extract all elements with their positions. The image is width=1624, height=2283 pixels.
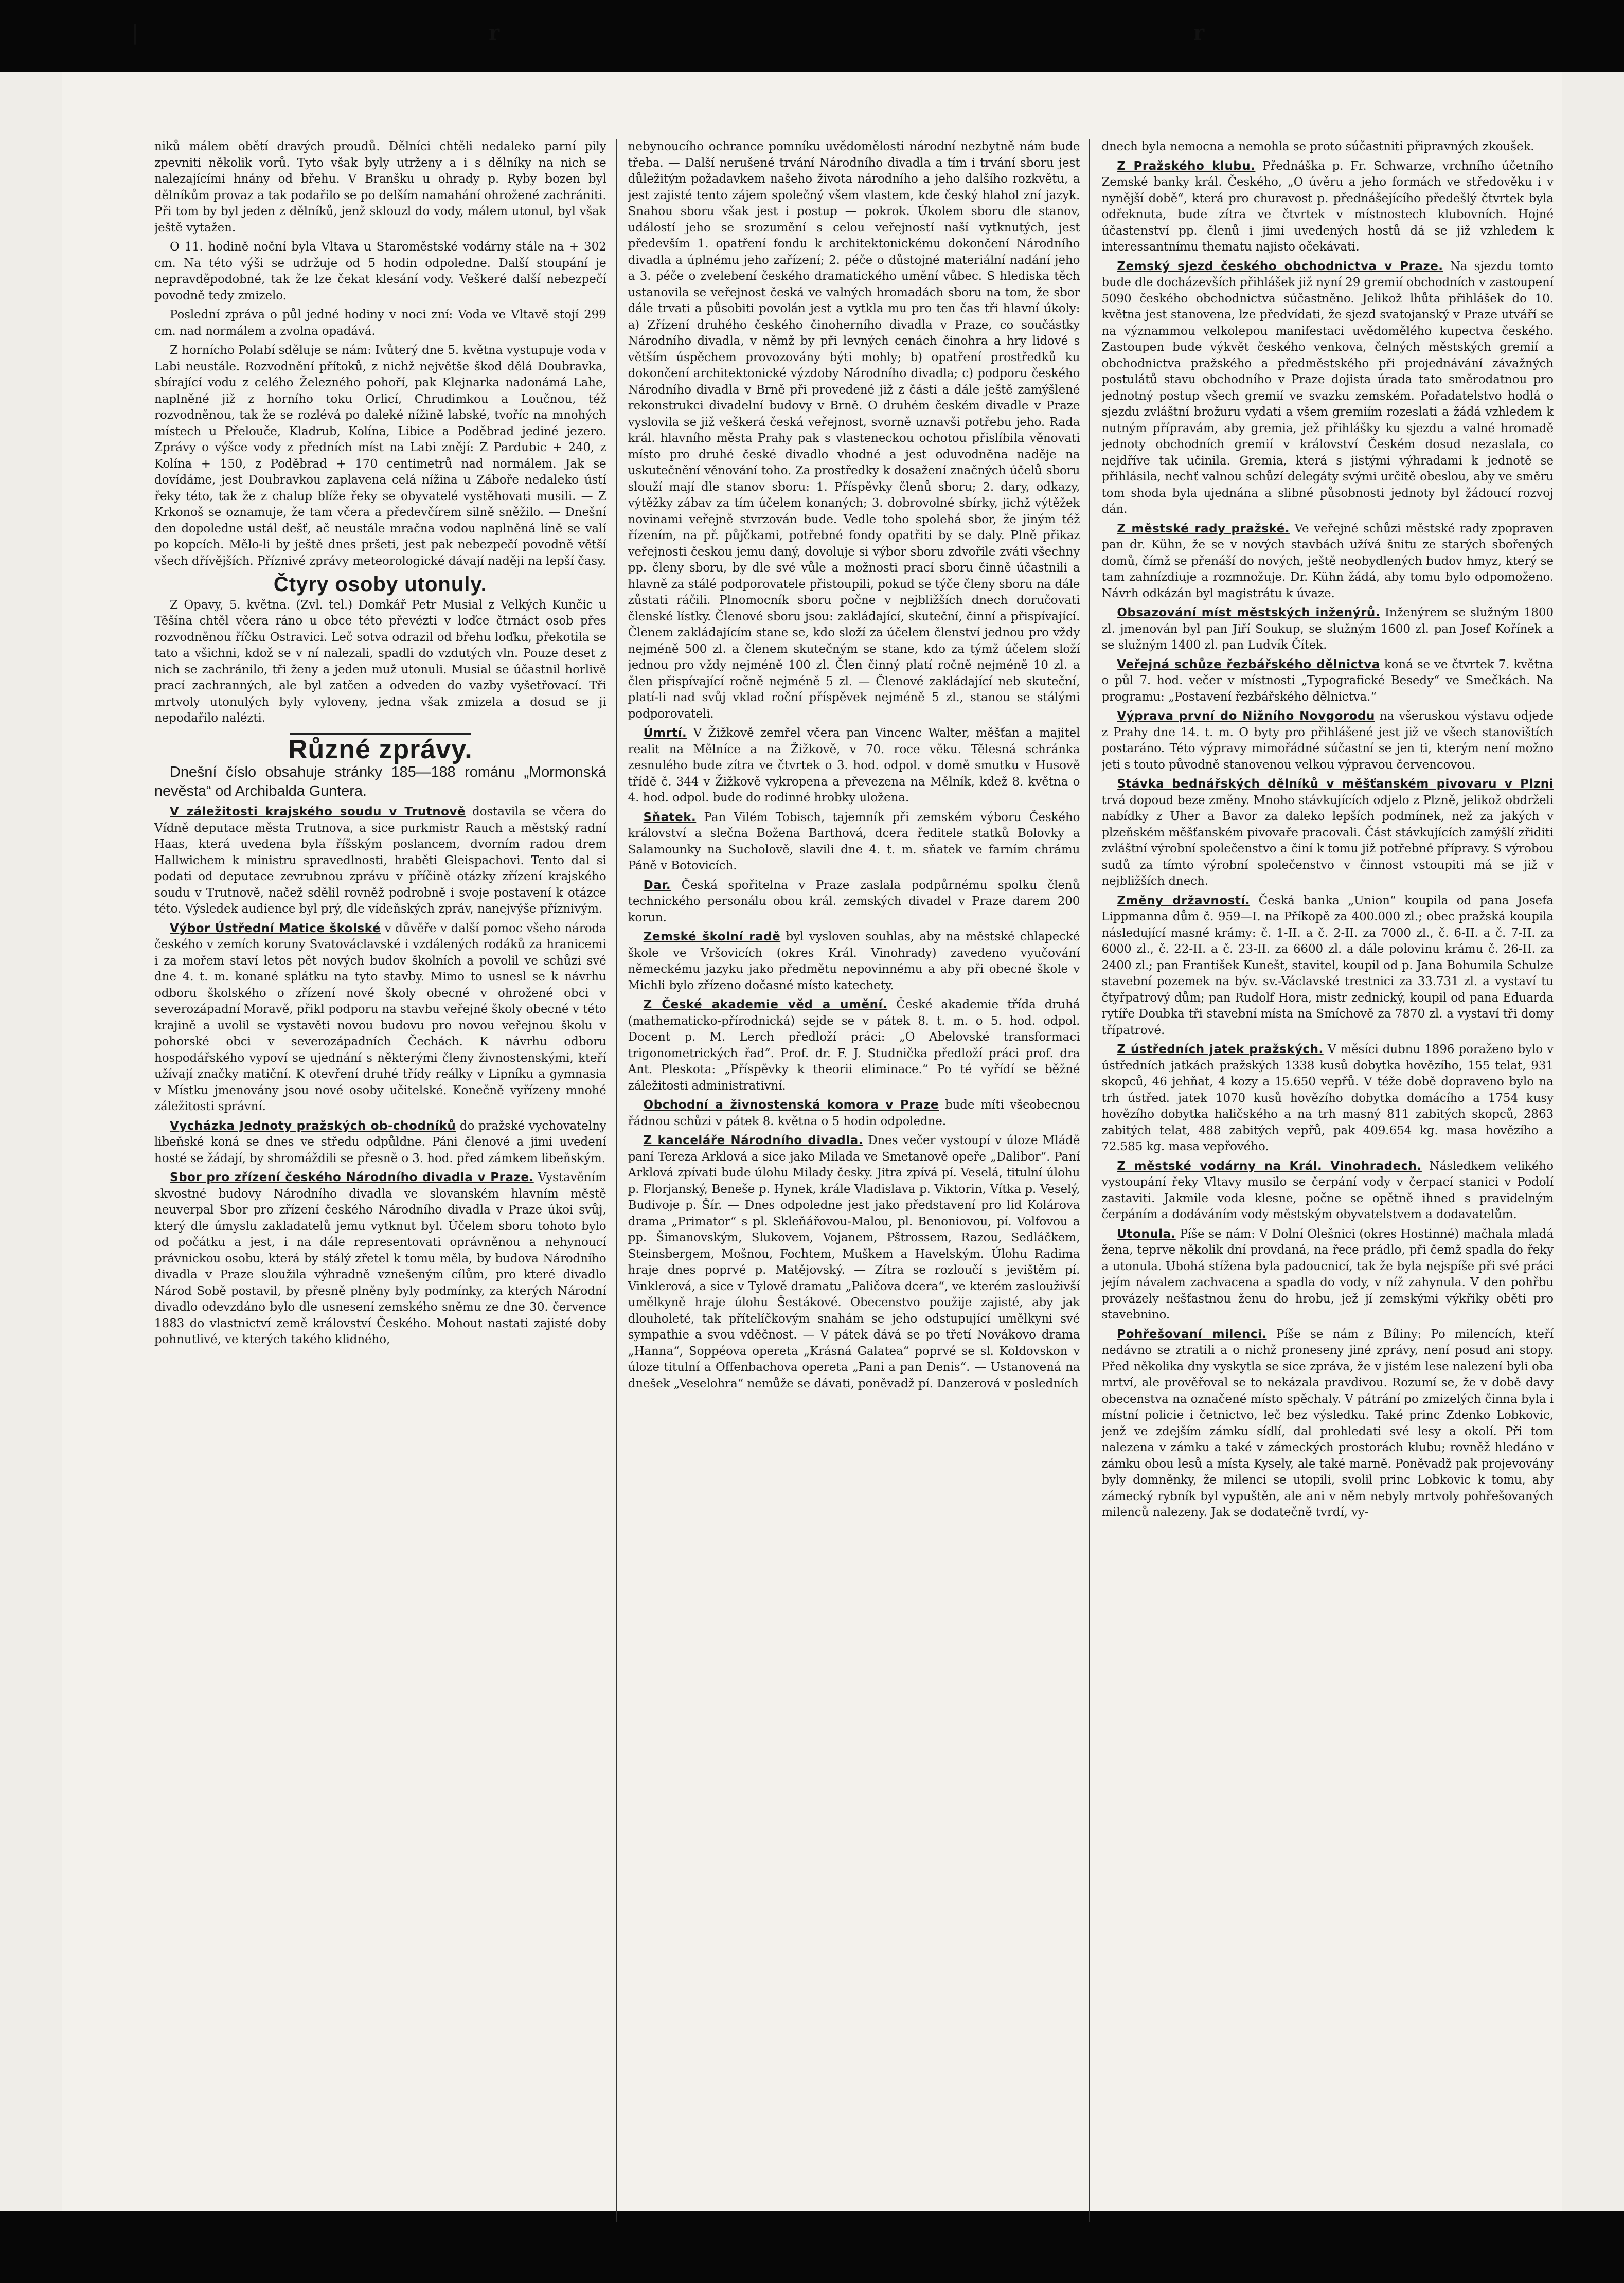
news-item <box>1101 1158 1554 1223</box>
news-item-title: Sbor pro zřízení českého Národního divadla v Praze. <box>170 1171 534 1184</box>
news-item-text: Píše se nám z Bíliny: Po milencích, kteří nedávno se ztratili a o nichž proneseny jiné zprávy, není posud ani stopy. Před několika dny vyskytla se sice zpráva, že v jistém lese nalezení byli oba mrtví, ale prověřoval se to nekázala pravdivou. Rozumí se, že v době davy obecenstva na označené místo spěchaly. V pátrání po zmizelých činna byla i místní policie i četnictvo, leč bez výsledku. Také princ Zdenko Lobkovic, jenž ve zdejším zámku sídlí, dal prohledati své lesy a okolí. Při tom nalezena v zámku a také v zámeckých prostorách klubu; rovněž hledáno v zámku obou lesů a místa Kysely, ale také marně. Poněvadž pak projevovány byly domněnky, že milenci se utopili, svolil princ Lobkovic k tomu, aby zámecký rybník byl vypuštěn, ale ani v něm nebyly mrtvoly pohřešovaných milenců nalezeny. Jak se dodatečně tvrdí, vy- <box>1101 1327 1554 1519</box>
column-1 <box>154 139 617 2222</box>
article-paragraph: Z hornícho Polabí sděluje se nám: Ivůterý dne 5. května vystupuje voda v Labi neustále. Rozvodnění přítoků, z nichž největše škod dělá Doubravka, sbírající vodu z celého Železného pohoří, pak Klejnarka nadonámá Lahe, naplněné již z horního toku Orlicí, Chrudimkou a Loučnou, též rozvodněnou, tak že se rozlévá po daleké nížině labské, tvoříc na mnohých místech u Přelouče, Kladrub, Kolína, Libice a Poděbrad jediné jezero. Zprávy o výšce vody z předních míst na Labi znějí: Z Pardubic + 240, z Kolína + 150, z Poděbrad + 170 centimetrů nad normálem. Jak se dovídáme, jest Doubravkou zaplavena celá nížina u Záboře nedaleko ústí řeky této, tak že z chalup blíže řeky se obyvatelé vystěhovati musili. — Z Krkonoš se oznamuje, že tam včera a předevčírem silně sněžilo. — Dnešní den dopoledne ustál dešť, ač neustále mračna vodou naplněná líně se valí po kopcích. Mělo-li by ještě dnes pršeti, jest pak nebezpečí povodně větší všech dřívějších. Příznivé zprávy meteorologické dávají naději na lepší časy. <box>154 344 606 568</box>
news-item-title: Utonula. <box>1117 1227 1176 1241</box>
news-item <box>628 725 1080 807</box>
news-item-text: do pražské vychovatelny libeňské koná se dnes ve středu odpůldne. Páni členové a jimi uvedení hosté se žádají, by shromáždili se přesně o 3. hod. před zámkem libeňským. <box>154 1119 606 1165</box>
left-margin <box>0 72 62 2211</box>
news-item <box>1101 605 1554 654</box>
news-item-title: V záležitosti krajského soudu v Trutnově <box>170 805 466 818</box>
news-item-title: Z městské vodárny na Král. Vinohradech. <box>1117 1159 1422 1173</box>
news-item <box>154 804 606 918</box>
article-paragraph: Poslední zpráva o půl jedné hodiny v noci zní: Voda ve Vltavě stojí 299 cm. nad normálem a zvolna opadává. <box>154 308 606 338</box>
news-item-title: Pohřešovaní milenci. <box>1117 1327 1267 1341</box>
news-item-title: Dar. <box>643 878 671 892</box>
news-item-title: Změny državností. <box>1117 894 1251 907</box>
news-item-text: V Žižkově zemřel včera pan Vincenc Walter, měšťan a majitel realit na Mělníce a na Žižkově, v 70. roce věku. Tělesná schránka zesnulého bude zítra ve čtvrtek o 3. hod. odpol. v domě smutku v Husově třídě č. 344 v Žižkově vykropena a převezena na Mělník, kdež 8. května o 4. hod. odpol. bude do rodinné hrobky uložena. <box>628 726 1080 805</box>
page-mark: r <box>1193 21 1205 45</box>
news-item-title: Z kanceláře Národního divadla. <box>643 1134 863 1147</box>
news-item-title: Z ústředních jatek pražských. <box>1117 1043 1324 1056</box>
news-item-title: Sňatek. <box>643 810 697 824</box>
news-item-text: dostavila se včera do Vídně deputace města Trutnova, a sice purkmistr Rauch a městský radní Haas, která uvedena byla říšským poslancem, dvorním radou drem Hallwichem k ministru spravedlnosti, hraběti Gleispachovi. Tento dal si podati od deputace zevrubnou zprávu v příčině otázky zřízení krajského soudu v Trutnově, načež sdělil rovněž podrobně i svoje postavení k otázce této. Výsledek audience byl prý, dle vídeňských zpráv, nanejvýše příznivým. <box>154 805 606 916</box>
news-item-text: Následkem velikého vystoupání řeky Vltavy musilo se čerpání vody v čerpací stanici v Podolí zastaviti. Jakmile voda klesne, počne se opětně ihned s pravidelným čerpáním a dodáváním vody městským obyvatelstvem a dodavatelům. <box>1101 1159 1554 1221</box>
news-item <box>628 878 1080 926</box>
news-item-text: V měsíci dubnu 1896 poraženo bylo v ústředních jatkách pražských 1338 kusů dobytka hovězího, 155 telat, 931 skopců, 46 jehňat, 4 kozy a 15.650 vepřů. V téže době dopraveno bylo na trh ústřed. jatek 1070 kusů hovězího dobytka domácího a 1754 kusy hovězího dobytka haličského a na trh masný 811 zabitých skopců, 2863 zabitých telat, 488 zabitých vepřů, pak 409.654 kg. masa hovězího a 72.585 kg. masa vepřového. <box>1101 1043 1554 1153</box>
news-item <box>1101 708 1554 773</box>
section-intro: Dnešní číslo obsahuje stránky 185—188 románu „Mormonská nevěsta“ od Archibalda Guntera. <box>154 764 606 799</box>
news-item <box>1101 1042 1554 1155</box>
news-item-title: Z městské rady pražské. <box>1117 522 1290 536</box>
news-item-title: Obchodní a živnostenská komora v Praze <box>643 1098 939 1112</box>
news-item <box>628 1097 1080 1130</box>
news-item <box>1101 893 1554 1039</box>
news-item-title: Vycházka Jednoty pražských ob-chodníků <box>170 1119 456 1133</box>
news-item-title: Veřejná schůze řezbářského dělnictva <box>1117 657 1380 671</box>
news-item-text: trvá dopoud beze změny. Mnoho stávkujících odjelo z Plzně, jelikož obdrželi nabídky z Uher a Bavor za daleko lepších podmínek, než za jakých v plzeňském měšťanském pivovaře pracovali. Část stávkujících zamýšlí zřiditi zvláštní výrobní společenstvo a činí k tomu již potřebné přípravy. S výrobou sudů za tímto výrobní společenstvo v činnost vstoupiti má se již v nejbližších dnech. <box>1101 793 1554 888</box>
page-mark: | <box>131 21 139 45</box>
news-item-text: Přednáška p. Fr. Schwarze, vrchního účetního Zemské banky král. Českého, „O úvěru a jeho formách ve středověku i v nynější době“, která pro churavost p. přednášejícího předešlý čtvrtek byla odřeknuta, bude zítra ve čtvrtek v místnostech klubovních. Hojné účastenství pp. členů i jimi uvedených hostů dá se již vzhledem k interessantnímu thematu najisto očekávati. <box>1101 159 1554 254</box>
article-paragraph: niků málem obětí dravých proudů. Dělníci chtěli nedaleko parní pily zpevniti několik vorů. Tyto však byly utrženy a i s dělníky na nich se nalezajícími hnány od břehu. V Branšku u ohrady p. Ryby bozen byl dělníkům provaz a tak podařilo se po delším namahání ohrožené zachrániti. Při tom by byl jeden z dělníků, jenž sklouzl do vody, málem utonul, byl však ještě vytažen. <box>154 140 606 235</box>
section-title: Různé zprávy. <box>288 734 473 764</box>
news-item-text: Pan Vilém Tobisch, tajemník při zemském výboru Českého království a slečna Božena Barthová, dcera ředitele statků Bolovky a Salamounky na Sucholově, slavili dne 4. t. m. sňatek ve farním chrámu Páně v Botovicích. <box>628 810 1080 872</box>
article-paragraph: nebynoucího ochrance pomníku uvědomělosti národní nezbytně nám bude třeba. — Další nerušené trvání Národního divadla a tím i trvání sboru jest důležitým požadavkem našeho života národního a jeho dalšího rozkvětu, a jest zajisté tento zájem společný všem vlastem, kde český hlahol zní jazyk. Snahou sboru však jest i postup — pokrok. Úkolem sboru dle stanov, událostí jeho se srozumění s celou veřejností naší vytknutých, jest především 1. opatření fondu k architektonickému dokončení Národního divadla a úplnému jeho zařízení; 2. péče o důstojné materiální nadání jeho a 3. péče o zvelebení českého dramatického umění vůbec. S hlediska těch ustanovila se veřejnost česká ve valných hromadách sboru na tom, že sbor dále trvati a působiti povolán jest a vytkla mu pro ten čas tři hlavní úkoly: a) Zřízení druhého českého činoherního divadla v Praze, co součástky Národního divadla, v němž by při levných cenách činohra a hry lidové s větším úspěchem provozovány býti mohly; b) opatření prostředků ku dokončení architektonické výzdoby Národního divadla; c) podporu českého Národního divadla v Brně při provedené již z části a dále ještě zamýšlené rekonstrukci divadelní budovy v Brně. O druhém českém divadle v Praze vyslovila se již veškerá česká veřejnost, svorně uznavši potřebu jeho. Rada král. hlavního města Prahy pak s vlasteneckou ochotou přislíbila věnovati místo pro druhé české divadlo vhodné a jest oduvodněna naděje na uskutečnění věnování toho. Za prostředky k dosažení značných účelů sboru slouží mají dle stanov sboru: 1. Příspěvky členů sboru; 2. dary, odkazy, výtěžky zábav za tím účelem konaných; 3. dobrovolné sbírky, jichž výtěžek novinami veřejně stvrzován bude. Vedle toho spolehá sbor, že jiným též řízením, na př. půjčkami, potřebné fondy opatřiti by se daly. Plně přikaz veřejnosti českou jemu daný, dovoluje si výbor sboru zdvořile zváti všechny pp. členy sboru, by dle své vůle a možnosti prací sboru činně účastnili a hlavně za stálé podporovatele přistoupili, pokud se týče členy sboru na dále zůstati ráčili. Plnomocník sboru počne v nejbližších dnech doručovati členské lístky. Členové sboru jsou: zakládající, skuteční, činní a přispívající. Členem zakládajícím stane se, kdo složí za účelem členství jednou pro vždy nejméně 500 zl. a členem skutečným se stane, kdo za týmž účelem složí jednou pro vždy nejméně 100 zl. Člen činný platí ročně nejméně 10 zl. a člen přispívající ročně nejméně 5 zl. — Členové zakládající neb skuteční, platí-li nad svůj vklad roční příspěvek nejméně 5 zl., stanou se stálými podporovateli. <box>628 140 1080 721</box>
news-item-text: Ve veřejné schůzi městské rady zpopraven pan dr. Kühn, že se v nových stavbách užívá šnitu ze starých sbořených domů, čímž se přenáší do nových, ještě neobydlených budov hmyz, který se tam zahnízdiuje a rozmnožuje. Dr. Kühn žádá, aby tomu bylo odpomoženo. Návrh odkázán byl magistrátu k úvaze. <box>1101 522 1554 600</box>
news-item-text: bude míti všeobecnou řádnou schůzi v pátek 8. května o 5 hodin odpoledne. <box>628 1098 1080 1128</box>
article-paragraph: O 11. hodině noční byla Vltava u Staroměstské vodárny stále na + 302 cm. Na této výši se udržuje od 5 hodin odpoledne. Další stoupání je nepravděpodobné, tak že lze čekat klesání vody. Veškeré další nebezpečí povodně tedy zmizelo. <box>154 240 606 302</box>
news-item <box>1101 657 1554 706</box>
news-item-title: Z Pražského klubu. <box>1117 159 1256 173</box>
news-item-text: Dnes večer vystoupí v úloze Mládě paní Tereza Arklová a sice jako Milada ve Smetanově opeře „Dalibor“. Paní Arklová zpívati bude úlohu Milady česky. Jitra zpívá pí. Veselá, titulní úlohu p. Florjanský, Beneše p. Hynek, krále Vladislava p. Viktorin, Vítka p. Veselý, Budivoje p. Šír. — Dnes odpoledne jest jako představení pro lid Kolárova drama „Primator“ s pl. Skleňářovou-Malou, pl. Benoniovou, pí. Volfovou a pp. Šimanovským, Slukovem, Vojanem, Pštrossem, Razou, Sedláčkem, Steinsbergem, Mošnou, Fochtem, Muškem a Havelským. Úlohu Radima hraje dnes poprvé p. Matějovský. — Zítra se rozloučí s jevištěm pí. Vinklerová, a sice v Tylově dramatu „Paličova dcera“, ve kterém zaslouživší umělkyně hraje úlohu Šestákové. Obecenstvo použije zajisté, aby jak dlouholeté, tak přítelíčkovým snahám se jeho odstupující umělkyni své sympathie a svou vděčnost. — V pátek dává se po třetí Novákovo drama „Hanna“, Soppéova opereta „Krásná Galatea“ poprvé se sl. Koldovskon v úloze titulní a Offenbachova opereta „Pani a pan Denis“. — Ustanovená na dnešek „Veselohra“ nemůže se dávati, poněvadž pí. Danzerová v posledních <box>628 1134 1080 1390</box>
news-item <box>154 1118 606 1167</box>
news-item-title: Stávka bednářských dělníků v měšťanském pivovaru v Plzni <box>1117 777 1554 791</box>
news-item-text: Na sjezdu tomto bude dle docházevších přihlášek již nyní 29 gremií obchodních v zastoupení 5090 českého obchodnictva súčastněno. Jelikož lhůta přihlášek do 10. května jest stanovena, lze předvídati, že sjezd svatojanský v Praze utváří se na význammou velkolepou manifestaci uvědomělého kupectva českého. Zastoupen bude výkvět českého venkova, čelných městských gremií a obchodnictva pražského a předměstského při projednávání závažných postulátů stavu obchodního v Praze dojista úrada tato směrodatnou pro jednotný postup všech gremií ve svazku zemském. Pořadatelstvo hodlá o sjezdu zvláštní brožuru vydati a všem gremiím rozeslati a žádá vzhledem k nutným přípravám, aby gremia, jež přihlášky ku sjezdu a valné hromadě jednoty obchodních gremií v království Českém dosud nezaslala, co nejdříve tak učinila. Gremia, která s jistými výhradami k jednotě se přihlásila, nechť valnou schůzí delegáty svými určitě obeslou, aby ve směru tom shoda byla ujednána a slibné působnosti jednoty byl žádoucí rozvoj dán. <box>1101 259 1554 516</box>
news-item-title: Zemský sjezd českého obchodnictva v Praze. <box>1117 259 1443 273</box>
news-item-text: Inženýrem se služným 1800 zl. jmenován byl pan Jiří Soukup, se služným 1600 zl. pan Josef Kořínek a se služným 1400 zl. pan Ludvík Čítek. <box>1101 606 1554 652</box>
news-item-title: Z České akademie věd a umění. <box>643 998 888 1011</box>
article-heading: Čtyry osoby utonuly. <box>273 573 487 596</box>
newspaper-page <box>154 139 1554 2222</box>
news-item <box>154 921 606 1115</box>
news-item-text: na všeruskou výstavu odjede z Prahy dne 14. t. m. O byty pro přihlášené jest již ve všech stanovištích postaráno. Této výpravy mimořádné súčastní se jen ti, kterým není možno jeti s touto původně stanovenou velkou výpravou červencovou. <box>1101 709 1554 772</box>
news-item-title: Výbor Ústřední Matice školské <box>170 921 381 935</box>
news-item <box>628 929 1080 994</box>
news-item-text: koná se ve čtvrtek 7. května o půl 7. hod. večer v místnosti „Typografické Besedy“ ve Smečkách. Na programu: „Postavení řezbářského dělnictva.“ <box>1101 657 1554 704</box>
news-item-text: v důvěře v další pomoc všeho národa českého v zemích koruny Svatováclavské i vzdálených rodáků za hranicemi i za mořem staví letos pět nových budov školních a povolil ve schůzi své dne 4. t. m. konané splátku na tyto stavby. Mimo to usnesl se k návrhu odboru školského o zřízení nové školy obecné v ohrožené obci v severozápadní Moravě, přikl podporu na stavbu veřejné školy obecné v této krajině a uvolil se vystavěti novou budovu pro novou veřejnou školu v pohorské obci v severozápadních Čechách. K návrhu odboru hospodářského vypoví se ujednání s některými členy živnostenskými, kteří užívají značky matiční. K otevření druhé třídy reálky v Lipníku a gymnasia v Místku jmenovány jsou nové osoby učitelské. Konečně vyřízeny mnohé záležitosti správní. <box>154 921 606 1113</box>
news-item-title: Zemské školní radě <box>643 930 781 943</box>
news-item <box>1101 1226 1554 1324</box>
article-paragraph: dnech byla nemocna a nemohla se proto súčastniti připravných zkoušek. <box>1101 140 1534 153</box>
article-paragraph: Z Opavy, 5. května. (Zvl. tel.) Domkář Petr Musial z Velkých Kunčic u Těšína chtěl včera ráno u obce této převézti v loďce čtrnáct osob přes rozvodněnou říčku Ostravici. Leč sotva odrazil od břehu loďku, překotila se tato a všichni, kdož se v ní nalezali, spadli do vzdutých vln. Pouze deset z nich se zachránilo, tři ženy a jeden muž utonuli. Musial se účastnil horlivě prací zachranných, ale byl zatčen a odveden do vazby vyšetřovací. Tři mrtvoly utonulých byly vyloveny, jedna však zmizela a dosud se ji nepodařilo nalézti. <box>154 598 606 725</box>
news-item-text: Píše se nám: V Dolní Olešnici (okres Hostinné) mačhala mladá žena, teprve několik dní provdaná, na řece prádlo, při čemž spadla do řeky a utonula. Ubohá stížena byla padoucnicí, tak že byla nejspíše při své práci jejím návalem zachvacena a spadla do vody, v níž zahynula. V den pohřbu provázely nešťastnou ženu do hrobu, jež jí zemskými výkřiky oběti pro stavebnino. <box>1101 1227 1554 1322</box>
news-item <box>1101 1327 1554 1521</box>
news-item-title: Výprava první do Nižního Novgorodu <box>1117 709 1375 723</box>
scan-top-edge <box>0 0 1624 72</box>
news-item <box>1101 521 1554 602</box>
news-item-text: Vystavěním skvostné budovy Národního divadla ve slovanském hlavním městě neuverpal Sbor pro zřízení českého Národního divadla v Praze úkoi svůj, který dle úmyslu zakladatelů jemu vytknut byl. Účelem sboru tohoto bylo od počátku a jest, i na dále representovati oprávněnou a nehynoucí právnickou osobu, která by stálý zřetel k tomu měla, by budova Národního divadla v Praze sloužila výhradně vznešeným cílům, pro které divadlo Národ Sobě postavil, by přesně plněny byly podmínky, za kterých Národní divadlo odevzdáno bylo dle usnesení zemského sněmu ze dne 30. července 1883 do vlastnictví země království Českého. Mohout nastati zajisté doby pohnutlivé, ve kterých takého klidného, <box>154 1171 606 1346</box>
column-2 <box>628 139 1091 2222</box>
news-item-text: České akademie třída druhá (mathematicko-přírodnická) sejde se v pátek 8. t. m. o 5. hod. odpol. Docent p. M. Lerch předloží práci: „O Abelovské transformaci trigonometrických řad“. Prof. dr. F. J. Studnička předloží práci prof. dra Ant. Pleskota: „Příspěvky k theorii eliminace.“ Po té vyřídí se běžné záležitosti administrativní. <box>628 998 1080 1093</box>
news-item <box>1101 259 1554 518</box>
page-mark: r <box>489 21 500 45</box>
news-item <box>1101 776 1554 890</box>
news-item <box>154 1170 606 1348</box>
right-margin <box>1562 72 1624 2211</box>
news-item-text: byl vysloven souhlas, aby na městské chlapecké škole ve Vršovicích (okres Král. Vinohrady) zavedeno vyučování německému jazyku jako předmětu nepovinnému a aby při obecné škole v Michli bylo zřízeno dočasné místo katechety. <box>628 930 1080 992</box>
news-item <box>1101 158 1554 256</box>
news-item-title: Obsazování míst městských inženýrů. <box>1117 606 1381 619</box>
news-item-title: Úmrtí. <box>643 726 687 740</box>
news-item-text: Česká spořitelna v Praze zaslala podpůrnému spolku členů technického personálu obou král. zemských divadel v Praze darem 200 korun. <box>628 878 1080 924</box>
column-3 <box>1101 139 1554 2222</box>
news-item <box>628 810 1080 875</box>
news-item-text: Česká banka „Union“ koupila od pana Josefa Lippmanna dům č. 959—I. na Příkopě za 400.000 zl.; obec pražská koupila následující masné krámy: č. 1-II. a č. 2-II. za 7000 zl., č. 6-II. a č. 7-II. za 6000 zl., č. 22-II. a č. 23-II. za 6600 zl. a dále polovinu krámu č. 26-II. za 2400 zl.; pan František Kunešt, stavitel, koupil od p. Jana Bohumila Schulze stavební pozemek na býv. sv.-Václavské trestnici za 33.731 zl. a vystaví tu čtyřpatrový dům; pan Rudolf Hora, mistr zednický, koupil od pana Eduarda rytíře Doubka tři stavební místa na Smíchově za 7870 zl. a vystaví tři domy třípatrové. <box>1101 894 1554 1037</box>
news-item <box>628 997 1080 1094</box>
news-item <box>628 1133 1080 1392</box>
